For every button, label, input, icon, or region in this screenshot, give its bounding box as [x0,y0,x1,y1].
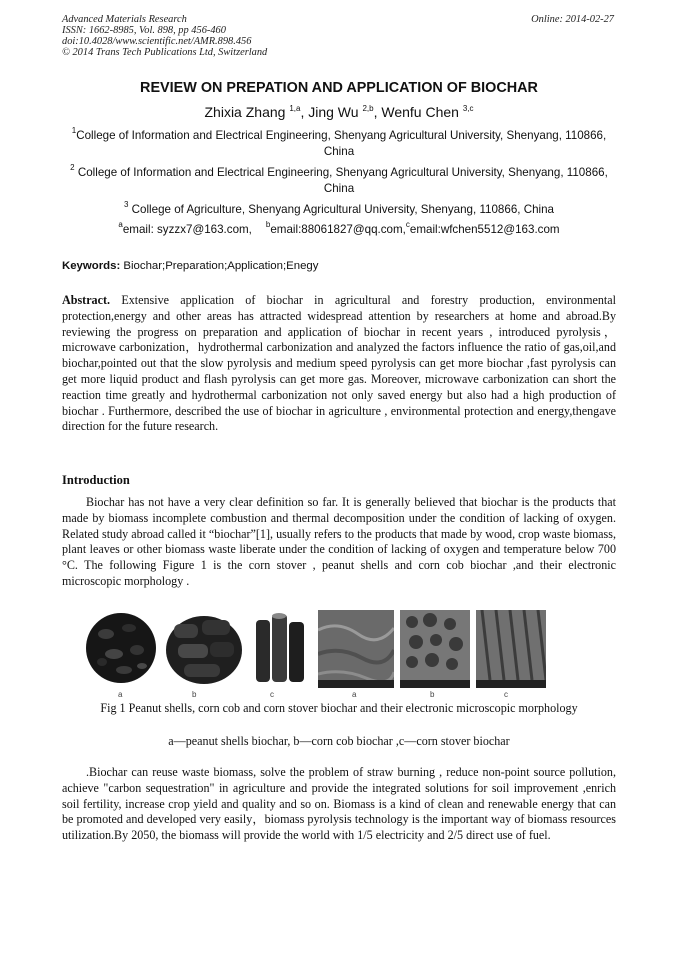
paper-title: REVIEW ON PREPATION AND APPLICATION OF BIOCHAR [140,80,538,96]
figure-label: a [352,690,357,699]
email-sup: b [265,220,271,229]
figure-1 [84,610,564,702]
abstract-text: Extensive application of biochar in agricultural and forestry production, environmental protection,energy and other areas has attracted widespread attention by researchers at home and abroad.By reviewing the progress on preparation and application of biochar in recent years , introduced pyrolysis，microwave carbonization，hydrothermal carbonization and analyzed the factors influence the ratio of gas,oil,and biochar,pointed out that the slow pyrolysis and medium speed pyrolysis can get more biochar ,fast pyrolysis can get more liquid product and flash pyrolysis can get more gas. Moreover, microwave carbonization can short the reaction time greatly and hydrothermal carbonization not only saved energy but also had a high production of biochar . Furthermore, described the use of biochar in agriculture , environmental protection and energy,thengave direction for the future research. [62,293,616,434]
affiliation-sup: 3 [123,200,129,209]
figure-label: b [430,690,435,699]
journal-issn: ISSN: 1662-8985, Vol. 898, pp 456-460 [62,25,226,36]
email-sup: c [405,220,410,229]
affiliation-text: College of Agriculture, Shenyang Agricultural University, Shenyang, 110866, China [131,203,555,216]
affiliation-text: College of Information and Electrical Engineering, Shenyang Agricultural University, Shenyang, 110866, China [76,129,607,158]
keywords-label: Keywords: [62,260,121,272]
keywords-text: Biochar;Preparation;Application;Enegy [123,260,319,272]
intro-paragraph-1: Biochar has not have a very clear definition so far. It is generally believed that biochar is the products that made by biomass incomplete combustion and thermal decomposition under the condition of lacking of oxygen. Related study abroad called it “biochar”[1], usually refers to the products that made by wood, crop waste biomass, plant leaves or other biomass waste liberate under the condition of lacking of oxygen and temperature below 700 °C. The following Figure 1 is the corn stover , peanut shells and corn cob biochar ,and their electronic microscopic morphology . [62,495,616,588]
author-list: Zhixia Zhang $^{1,a}$, Jing Wu $^{2,b}$, Wenfu Chen $^{3,c}$ [204,104,474,120]
affiliation-sup: 1 [71,126,77,135]
author-name: Jing Wu [308,104,359,120]
affiliation-1 [62,128,616,160]
figure-subcaption: a—peanut shells biochar, b—corn cob biochar ,c—corn stover biochar [168,734,510,748]
author-name: Wenfu Chen [381,104,459,120]
figure-caption: Fig 1 Peanut shells, corn cob and corn stover biochar and their electronic microscopic morphology [100,701,578,715]
journal-doi: doi:10.4028/www.scientific.net/AMR.898.456 [62,36,252,47]
journal-name: Advanced Materials Research [62,14,187,25]
keywords [62,260,318,272]
figure-label: c [270,690,274,699]
abstract-label: Abstract. [62,293,111,307]
journal-header [62,14,267,58]
email-sup: a [118,220,123,229]
intro-paragraph-2: .Biochar can reuse waste biomass, solve the problem of straw burning , reduce non-point source pollution, achieve "carbon sequestration" in agriculture and provide the integrated solutions for soil improvement ,enrich soil fertility, increase crop yield and quality and so on. Biomass is a kind of clean and renewable energy that can be promoted and developed very easily，biomass pyrolysis technology is the important way of biomass resources utilization.By 2050, the biomass will provide the world with 1/5 electricity and 2/5 direct use of fuel. [62,765,616,843]
affiliation-3 [62,202,616,218]
online-date: Online: 2014-02-27 [531,14,614,25]
email-c: email:wfchen5512@163.com [409,223,560,236]
figure-label: b [192,690,197,699]
author-sup: 2,b [362,104,374,113]
figure-photo-peanut-shells [84,610,158,688]
affiliation-sup: 2 [70,163,75,172]
affiliation-2 [62,165,616,197]
author-sup: 3,c [462,104,474,113]
abstract [62,293,616,435]
author-name: Zhixia Zhang [204,104,286,120]
figure-label: c [504,690,508,699]
email-line [0,220,678,236]
affiliation-text: College of Information and Electrical Engineering, Shenyang Agricultural University, Shenyang, 110866, China [77,166,608,195]
figure-sem-corn-stover [476,610,546,688]
figure-sem-corn-cob [400,610,470,688]
figure-sem-peanut-shells [318,610,394,688]
author-sup: 1,a [289,104,301,113]
section-heading-introduction: Introduction [62,473,130,487]
figure-photo-corn-cob [164,610,244,688]
figure-label: a [118,690,123,699]
figure-photo-corn-stover [250,610,312,688]
email-b: email:88061827@qq.com, [270,223,406,236]
email-a: email: syzzx7@163.com, [122,223,252,236]
journal-copyright: © 2014 Trans Tech Publications Ltd, Switzerland [62,47,268,58]
